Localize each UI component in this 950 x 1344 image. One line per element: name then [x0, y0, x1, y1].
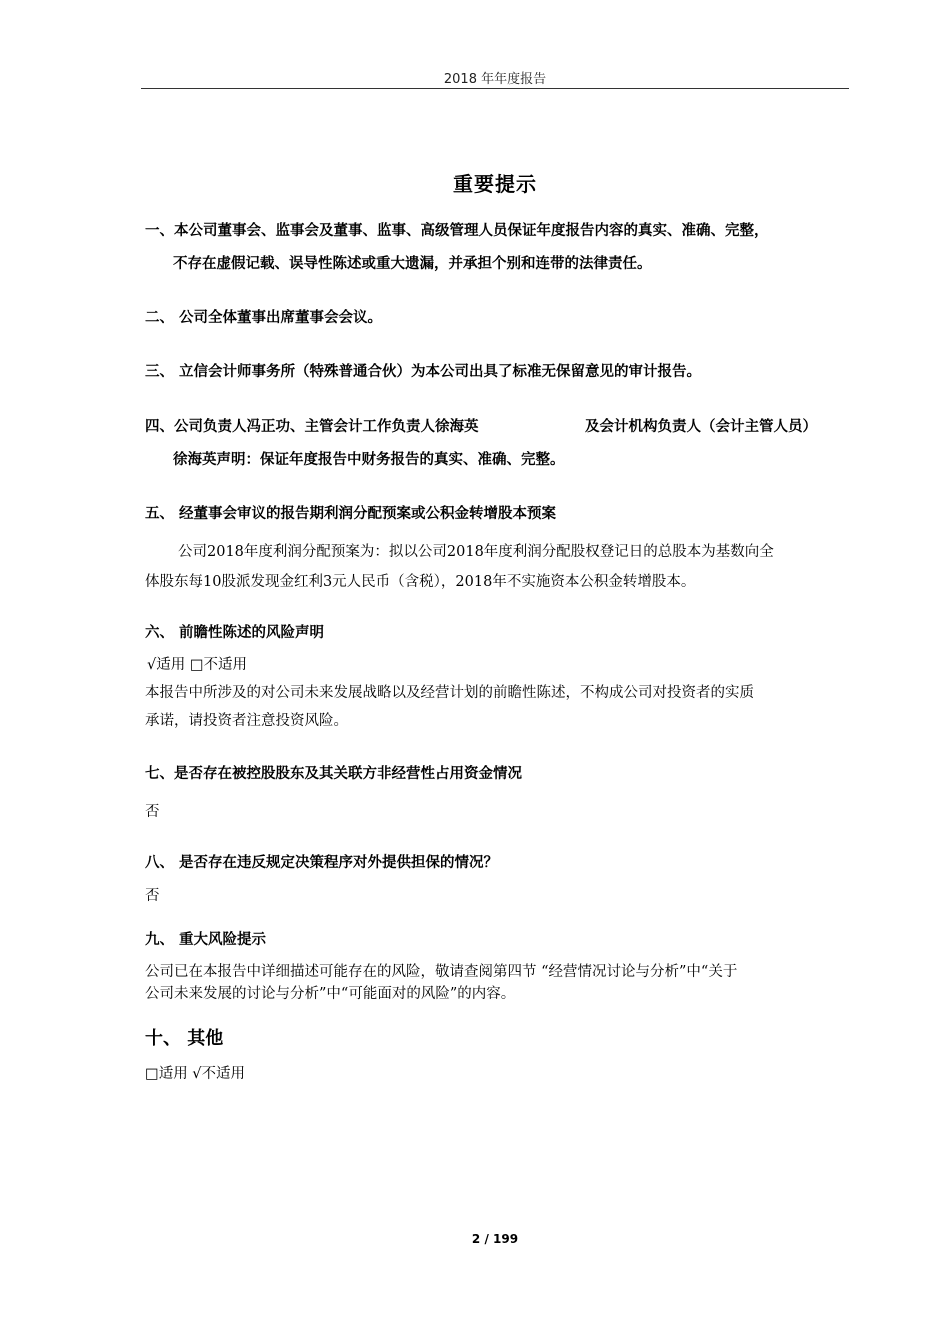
section-5-body-line-1: 公司2018年度利润分配预案为：拟以公司2018年度利润分配股权登记日的总股本为基数向全	[178, 544, 774, 560]
section-1-line-2: 不存在虚假记载、误导性陈述或重大遗漏，并承担个别和连带的法律责任。	[173, 256, 652, 272]
document-title: 重要提示	[453, 172, 537, 196]
section-6-heading: 六、 前瞻性陈述的风险声明	[145, 625, 325, 641]
section-8-heading: 八、 是否存在违反规定决策程序对外提供担保的情况？	[145, 855, 499, 871]
section-2-heading: 二、 公司全体董事出席董事会会议。	[145, 310, 383, 326]
section-7-answer: 否	[145, 804, 160, 820]
section-1-line-1: 一、本公司董事会、监事会及董事、监事、高级管理人员保证年度报告内容的真实、准确、完整，	[145, 223, 769, 239]
section-10-heading: 十、 其他	[145, 1028, 224, 1049]
section-9-body-line-2: 公司未来发展的讨论与分析”中“可能面对的风险”的内容。	[145, 986, 516, 1002]
section-9-body-line-1: 公司已在本报告中详细描述可能存在的风险，敬请查阅第四节 “经营情况讨论与分析”中“关于	[145, 964, 738, 980]
section-3-heading: 三、 立信会计师事务所（特殊普通合伙）为本公司出具了标准无保留意见的审计报告。	[145, 364, 702, 380]
section-9-heading: 九、 重大风险提示	[145, 932, 267, 948]
section-4-line-1b: 及会计机构负责人（会计主管人员）	[585, 419, 817, 435]
section-5-body-line-2: 体股东每10股派发现金红利3元人民币（含税），2018年不实施资本公积金转增股本。	[145, 574, 696, 590]
header-divider	[141, 88, 849, 89]
section-4-line-2: 徐海英声明：保证年度报告中财务报告的真实、准确、完整。	[173, 452, 565, 468]
section-8-answer: 否	[145, 888, 160, 904]
section-5-heading: 五、 经董事会审议的报告期利润分配预案或公积金转增股本预案	[145, 506, 557, 522]
section-6-body-line-2: 承诺，请投资者注意投资风险。	[145, 713, 348, 729]
section-7-heading: 七、是否存在被控股股东及其关联方非经营性占用资金情况	[145, 766, 522, 782]
page-number: 2 / 199	[471, 1232, 519, 1246]
section-4-line-1a: 四、公司负责人冯正功、主管会计工作负责人徐海英	[145, 419, 479, 435]
section-6-body-line-1: 本报告中所涉及的对公司未来发展战略以及经营计划的前瞻性陈述，不构成公司对投资者的实质	[145, 685, 754, 701]
running-header: 2018 年年度报告	[443, 72, 547, 87]
section-10-options: □适用 √不适用	[145, 1066, 246, 1082]
section-6-options: √适用 □不适用	[147, 657, 248, 673]
